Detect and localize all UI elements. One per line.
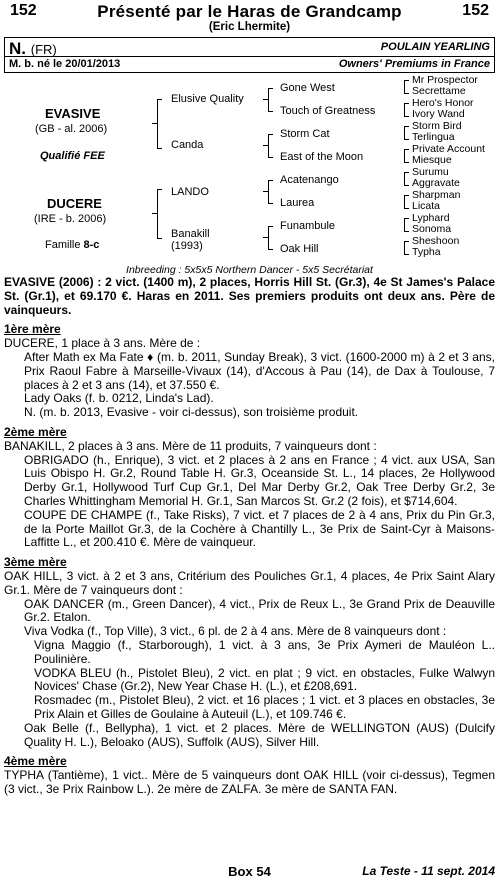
pedigree-g3-1: Gone West [280, 82, 335, 94]
pedigree-g2-4-year: (1993) [171, 240, 203, 252]
pedigree-g2-4: Banakill [171, 228, 210, 240]
horse-identity-box [4, 37, 495, 73]
m3-paragraph-7: Oak Belle (f., Bellypha), 1 vict. et 2 places. Mère de WELLINGTON (AUS) (Dulcify Quality H. L.), Beloako (AUS), Suffolk (AUS), Silver Hill. [24, 720, 495, 749]
pedigree-g4-2: Secrettame [412, 85, 466, 97]
pedigree-g4-9: Surumu [412, 166, 449, 178]
pedigree-g3-7: Funambule [280, 220, 336, 232]
pedigree-table [0, 74, 499, 279]
pedigree-g3-4: East of the Moon [280, 151, 364, 163]
m1-paragraph-1: DUCERE, 1 place à 3 ans. Mère de : [4, 336, 201, 351]
m1-paragraph-2: After Math ex Ma Fate ♦ (m. b. 2011, Sunday Break), 3 vict. (1600-2000 m) à 2 et 3 ans, Prix Raoul Fabre à Marseille-Vivaux (14), d'Accous à Pau (14), de Dax à Toulouse, 7 places à 2 et 3 ans (14), et 37.550 €. [24, 349, 495, 392]
m2-paragraph-2: OBRIGADO (h., Enrique), 3 vict. et 2 places à 2 ans en France ; 4 vict. aux USA, San Luis Obispo H. Gr.2, Round Table H. Gr.3, Oceanside St. L., 14 places, 2e Hollywood Derby Gr.1, Hollywood Turf Cup Gr.1, Del Mar Derby Gr.2, Oak Tree Derby Gr.2, 3e Charles Whittingham Memorial H. Gr.1, San Marcos St. Gr.2 (2 fois), et $714,604. [24, 452, 495, 508]
m3-paragraph-5: VODKA BLEU (h., Pistolet Bleu), 2 vict. en plat ; 9 vict. en obstacles, Fulke Walwyn Novices' Chase (Gr.2), New Year Chase H. (L.), et £208,691. [34, 665, 495, 694]
horse-name: N. (FR) [9, 39, 57, 58]
pedigree-sire: DUCERE [47, 196, 102, 211]
pedigree-g2-2: Canda [171, 139, 204, 151]
dam-intro: EVASIVE (2006) : 2 vict. (1400 m), 2 places, Horris Hill St. (Gr.3), 4e St James's Palace St. (Gr.1), et 69.170 €. Haras en 2011. Ses premiers produits ont deux ans. Père de vainqueurs. [4, 275, 495, 317]
consignor-title: Présenté par le Haras de Grandcamp [97, 2, 402, 21]
section-1ere-mere: 1ère mère [4, 322, 61, 337]
m1-paragraph-4: N. (m. b. 2013, Evasive - voir ci-dessus), son troisième produit. [24, 405, 359, 420]
pedigree-g4-4: Ivory Wand [412, 108, 465, 120]
pedigree-g3-5: Acatenango [280, 174, 339, 186]
pedigree-g4-15: Sheshoon [412, 235, 460, 247]
pedigree-g3-6: Laurea [280, 197, 315, 209]
m3-paragraph-3: Viva Vodka (f., Top Ville), 3 vict., 6 pl. de 2 à 4 ans. Mère de 8 vainqueurs dont : [24, 624, 447, 639]
lot-number-left: 152 [10, 2, 37, 19]
pedigree-g4-8: Miesque [412, 154, 452, 166]
pedigree-g3-2: Touch of Greatness [280, 105, 376, 117]
m3-paragraph-4: Vigna Maggio (f., Starborough), 1 vict. à 3 ans, 3e Prix Aymeri de Mauléon L.. Poulinière. [34, 637, 495, 666]
pedigree-g4-10: Aggravate [412, 177, 460, 189]
horse-type: POULAIN YEARLING [380, 41, 490, 53]
pedigree-g4-1: Mr Prospector [412, 74, 478, 86]
owners-premiums: Owners' Premiums in France [338, 58, 490, 70]
pedigree-g4-3: Hero's Honor [412, 97, 474, 109]
lot-number-right: 152 [462, 2, 489, 19]
m4-paragraph-1: TYPHA (Tantième), 1 vict.. Mère de 5 vainqueurs dont OAK HILL (voir ci-dessus), Tegmen (3 vict., 3e Prix Rainbow L.). 2e mère de ZALFA. 3e mère de SANTA FAN. [4, 768, 495, 796]
pedigree-g4-14: Sonoma [412, 223, 452, 235]
m3-paragraph-2: OAK DANCER (m., Green Dancer), 4 vict., Prix de Reux L., 3e Grand Prix de Deauville Gr.2. Etalon. [24, 596, 495, 625]
m3-paragraph-6: Rosmadec (m., Pistolet Bleu), 2 vict. et 16 places ; 1 vict. et 3 places en obstacles, 3e Prix Alain et Gilles de Goulaine à Auteuil (L.), et 109.746 €. [34, 693, 495, 721]
horse-birth: M. b. né le 20/01/2013 [9, 58, 121, 70]
pedigree-g4-13: Lyphard [412, 212, 450, 224]
page-header [4, 2, 495, 36]
pedigree-dam: EVASIVE [45, 106, 101, 121]
section-2eme-mere: 2ème mère [4, 424, 67, 439]
inbreeding-line: Inbreeding : 5x5x5 Northern Dancer - 5x5 Secrétariat [126, 264, 373, 276]
m1-paragraph-3: Lady Oaks (f. b. 0212, Linda's Lad). [24, 391, 214, 406]
pedigree-g4-12: Licata [412, 200, 441, 212]
pedigree-g4-11: Sharpman [412, 189, 461, 201]
sale-place-date: La Teste - 11 sept. 2014 [362, 864, 495, 878]
horse-country: (FR) [30, 42, 57, 57]
page-footer [4, 864, 495, 880]
pedigree-g4-16: Typha [412, 246, 441, 258]
catalogue-text [4, 276, 495, 797]
pedigree-dam-qualif: Qualifié FEE [40, 150, 105, 162]
pedigree-g4-6: Terlingua [412, 131, 455, 143]
pedigree-g3-8: Oak Hill [280, 243, 319, 255]
section-4eme-mere: 4ème mère [4, 754, 67, 769]
pedigree-g2-3: LANDO [171, 186, 209, 198]
pedigree-g2-1: Elusive Quality [171, 93, 244, 105]
pedigree-g3-3: Storm Cat [280, 128, 330, 140]
consignor-subtitle: (Eric Lhermite) [208, 21, 291, 33]
pedigree-dam-info: (GB - al. 2006) [35, 123, 108, 135]
box-number: Box 54 [228, 864, 271, 879]
pedigree-family: Famille 8-c [45, 239, 100, 251]
m3-paragraph-1: OAK HILL, 3 vict. à 2 et 3 ans, Critérium des Pouliches Gr.1, 4 places, 4e Prix Saint Alary Gr.1. Mère de 7 vainqueurs dont : [4, 568, 495, 597]
m2-paragraph-3: COUPE DE CHAMPE (f., Take Risks), 7 vict. et 7 places de 2 à 4 ans, Prix du Pin Gr.3, de la Porte Maillot Gr.3, de la Cochère à Chantilly L., 3e Prix de Saint-Cyr à Maisons-Laffitte L., et 200.410 €. Mère de vainqueur. [24, 507, 495, 550]
section-3eme-mere: 3ème mère [4, 555, 67, 570]
pedigree-g4-7: Private Account [412, 143, 485, 155]
pedigree-sire-info: (IRE - b. 2006) [34, 213, 107, 225]
pedigree-g4-5: Storm Bird [412, 120, 462, 132]
m2-paragraph-1: BANAKILL, 2 places à 3 ans. Mère de 11 produits, 7 vainqueurs dont : [4, 438, 377, 453]
